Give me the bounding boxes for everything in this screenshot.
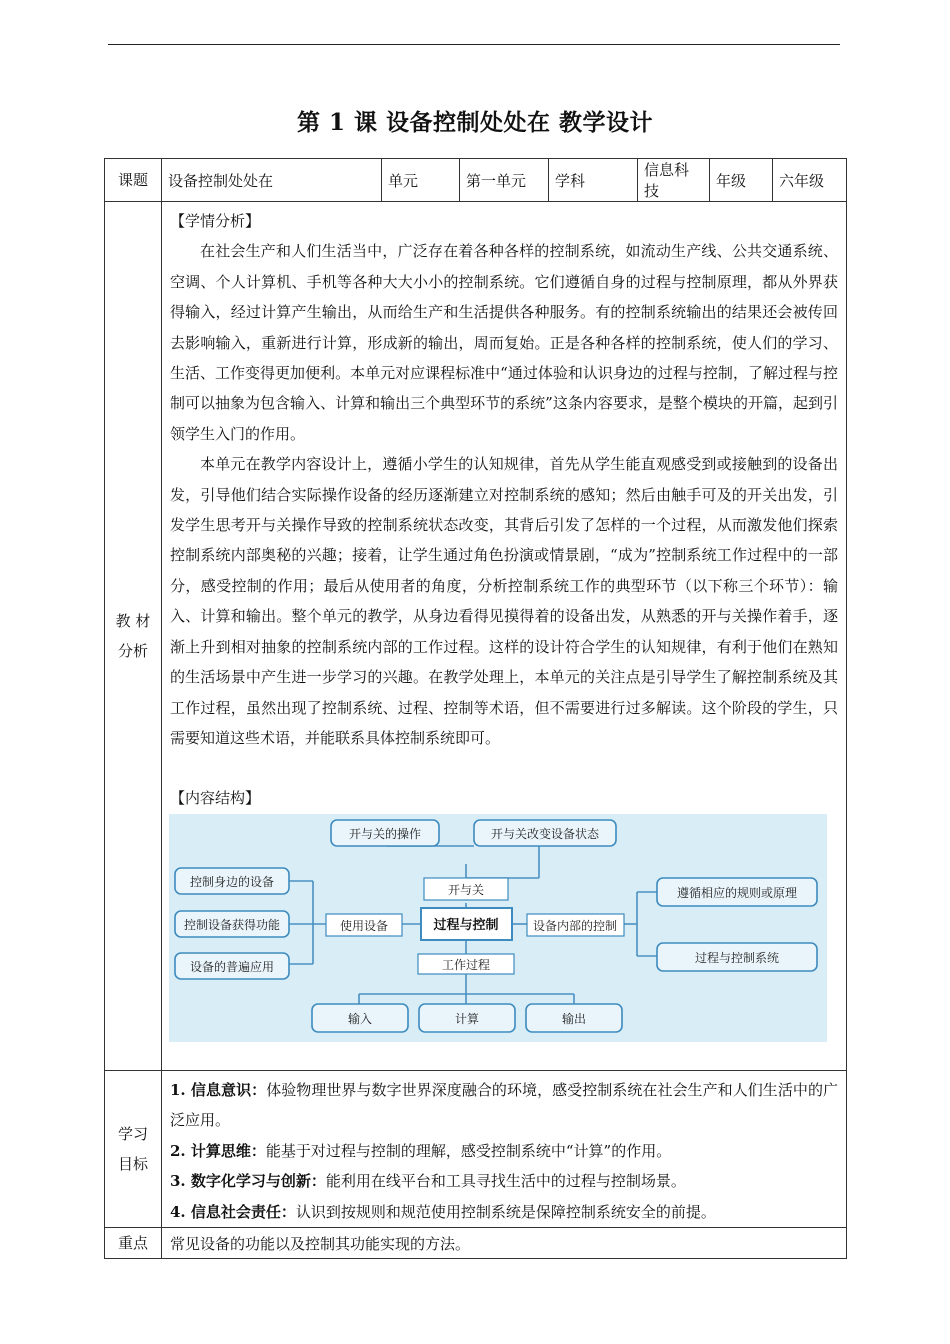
analysis-paragraph-1: 在社会生产和人们生活当中，广泛存在着各种各样的控制系统，如流动生产线、公共交通系统、空调、个人计算机、手机等各种大大小小的控制系统。它们遵循自身的过程与控制原理，都从外界获得输入，经过计算产生输出，从而给生产和生活提供各种服务。有的控制系统输出的结果还会被传回去影响输入，重新进行计算，形成新的输出，周而复始。正是各种各样的控制系统，使人们的学习、生活、工作变得更加便利。本单元对应课程标准中“通过体验和认识身边的过程与控制，了解过程与控制可以抽象为包含输入、计算和输出三个典型环节的系统”这条内容要求，是整个模块的开篇，起到引领学生入门的作用。 xyxy=(170,242,838,443)
subject-value: 信息科技 xyxy=(638,159,710,202)
key-point-row xyxy=(105,1228,847,1259)
box-use-device-text: 使用设备 xyxy=(339,918,389,933)
box-compute-text: 计算 xyxy=(454,1011,480,1026)
box-right-item-2-text: 过程与控制系统 xyxy=(694,950,780,965)
goals-content xyxy=(162,1071,847,1228)
unit-label: 单元 xyxy=(382,159,460,202)
lesson-table xyxy=(104,158,847,1259)
box-left-item-3-text: 设备的普遍应用 xyxy=(189,959,275,974)
goals-row xyxy=(105,1071,847,1228)
page-title: 第 1 课 设备控制处处在 教学设计 xyxy=(296,109,654,136)
grade-value: 六年级 xyxy=(773,159,847,202)
goal-item: 1. 信息意识：体验物理世界与数字世界深度融合的环境，感受控制系统在社会生产和人们生活中的广泛应用。 xyxy=(170,1081,838,1130)
goal-item: 4. 信息社会责任：认识到按规则和规范使用控制系统是保障控制系统安全的前提。 xyxy=(170,1202,716,1221)
box-switch-text: 开与关 xyxy=(447,882,485,897)
key-point-label: 重点 xyxy=(105,1228,162,1259)
goal-item: 2. 计算思维：能基于对过程与控制的理解，感受控制系统中“计算”的作用。 xyxy=(170,1141,672,1160)
box-internal-control-text: 设备内部的控制 xyxy=(532,918,618,933)
box-left-item-1-text: 控制身边的设备 xyxy=(189,874,275,889)
box-right-item-1-text: 遵循相应的规则或原理 xyxy=(676,885,798,900)
topic-value: 设备控制处处在 xyxy=(162,159,382,202)
analysis-paragraph-2: 本单元在教学内容设计上，遵循小学生的认知规律，首先从学生能直观感受到或接触到的设备出发，引导他们结合实际操作设备的经历逐渐建立对控制系统的感知；然后由触手可及的开关出发，引发学生思考开与关操作导致的控制系统状态改变，其背后引发了怎样的一个过程，从而激发他们探索控制系统内部奥秘的兴趣；接着，让学生通过角色扮演或情景剧，“成为”控制系统工作过程中的一部分，感受控制的作用；最后从使用者的角度，分析控制系统工作的典型环节（以下称三个环节）：输入、计算和输出。整个单元的教学，从身边看得见摸得着的设备出发，从熟悉的开与关操作着手，逐渐上升到相对抽象的控制系统内部的工作过程。这样的设计符合学生的认知规律，有利于他们在熟知的生活场景中产生进一步学习的兴趣。在教学处理上，本单元的关注点是引导学生了解控制系统及其工作过程，虽然出现了控制系统、过程、控制等术语，但不需要进行过多解读。这个阶段的学生，只需要知道这些术语，并能联系具体控制系统即可。 xyxy=(170,455,838,747)
box-work-process-text: 工作过程 xyxy=(441,957,491,972)
box-input-text: 输入 xyxy=(347,1011,373,1026)
subject-label: 学科 xyxy=(549,159,638,202)
box-center-text: 过程与控制 xyxy=(433,917,499,933)
header-rule xyxy=(108,44,840,45)
content-structure-diagram xyxy=(169,814,827,1042)
header-row xyxy=(105,159,847,202)
analysis-row xyxy=(105,202,847,1071)
box-switch-operation-text: 开与关的操作 xyxy=(348,826,422,841)
student-analysis-heading: 【学情分析】 xyxy=(170,212,261,230)
box-switch-state-text: 开与关改变设备状态 xyxy=(490,826,600,841)
key-point-text: 常见设备的功能以及控制其功能实现的方法。 xyxy=(162,1228,847,1259)
structure-heading: 【内容结构】 xyxy=(170,789,261,808)
analysis-content xyxy=(162,202,847,1071)
box-left-item-2-text: 控制设备获得功能 xyxy=(183,917,281,932)
unit-value: 第一单元 xyxy=(460,159,549,202)
goals-label: 学习 目标 xyxy=(105,1071,162,1228)
goal-item: 3. 数字化学习与创新：能利用在线平台和工具寻找生活中的过程与控制场景。 xyxy=(170,1172,686,1191)
box-output-text: 输出 xyxy=(561,1011,587,1026)
analysis-label: 教 材 分析 xyxy=(105,202,162,1071)
topic-label: 课题 xyxy=(105,159,162,202)
grade-label: 年级 xyxy=(710,159,773,202)
